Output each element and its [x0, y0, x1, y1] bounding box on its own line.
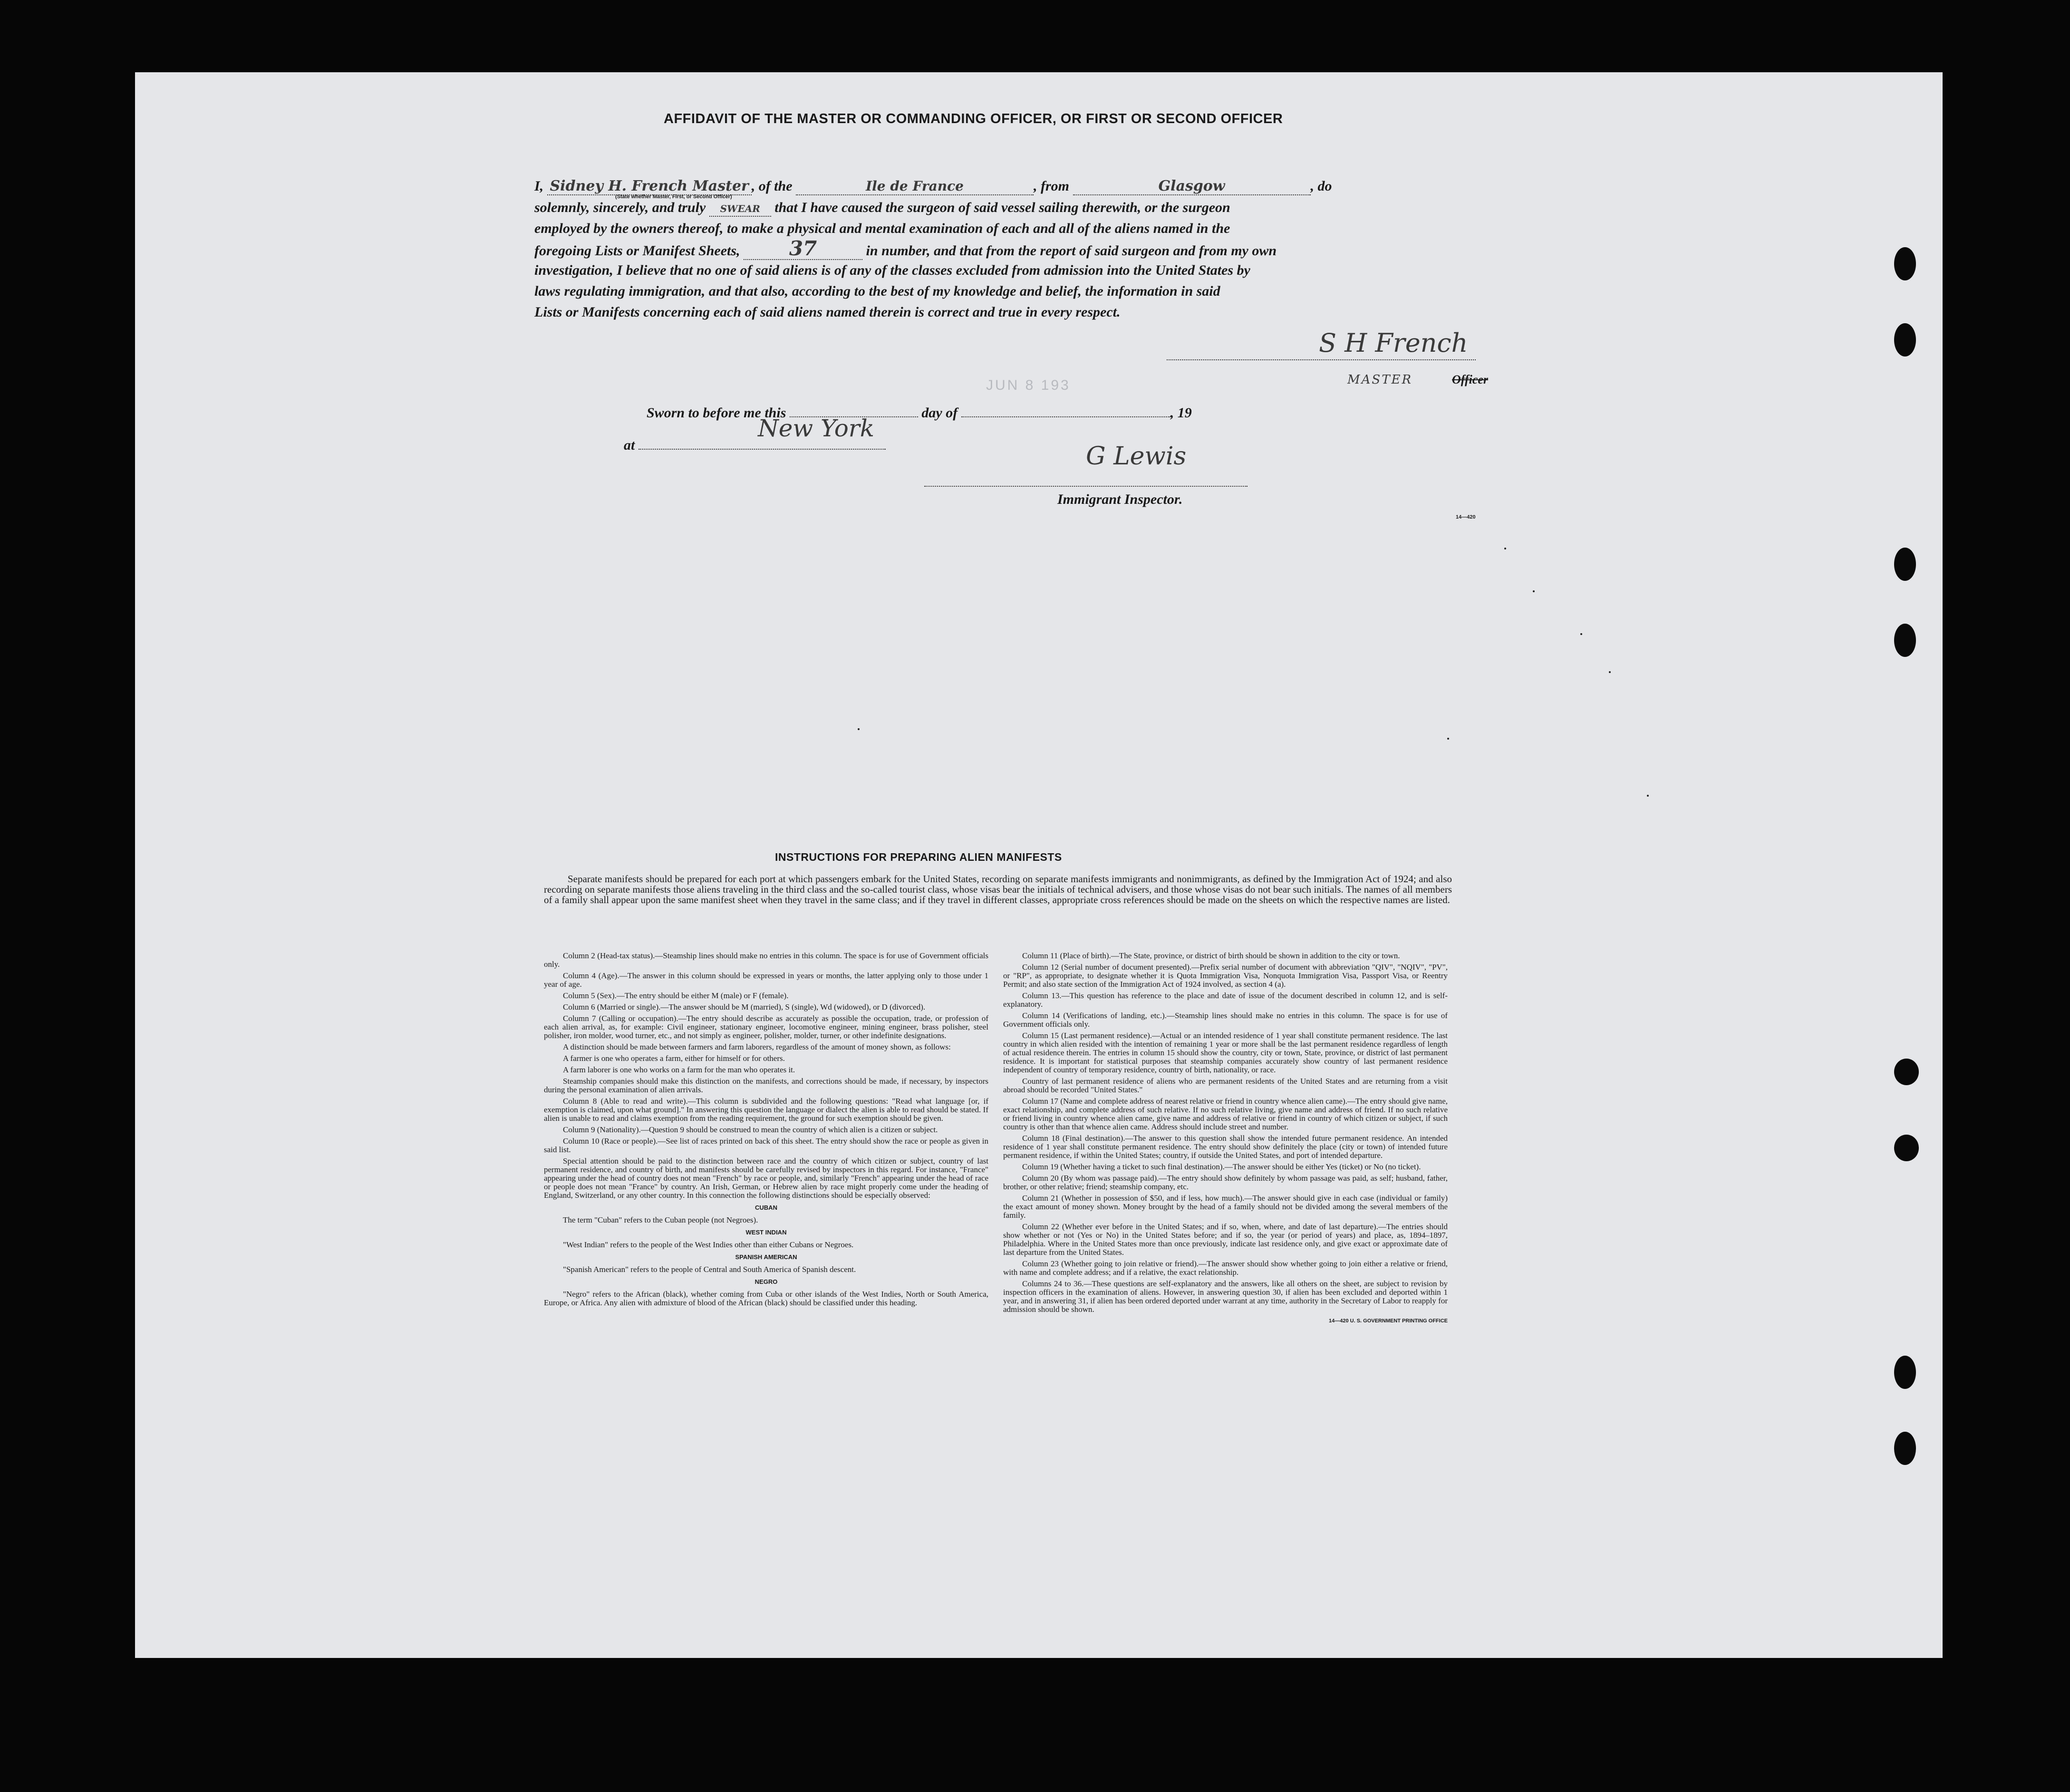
negro-heading: NEGRO — [754, 1278, 778, 1285]
left-para: Column 10 (Race or people).—See list of races printed on back of this sheet. The entry should show the race or people as given in said list. — [544, 1137, 988, 1154]
scan-speck — [1504, 548, 1506, 549]
right-para: Column 20 (By whom was passage paid).—The entry should show definitely by whom passage was paid, as self; husband, father, brother, or other relative; friend; steamship company, etc. — [1003, 1174, 1448, 1191]
officer-label: Officer — [1452, 373, 1489, 386]
right-para: Column 11 (Place of birth).—The State, province, or district of birth should be shown in addition to the city or town. — [1022, 951, 1400, 960]
handwritten-master: MASTER — [1347, 373, 1413, 387]
punch-hole — [1894, 548, 1916, 581]
left-para: Column 5 (Sex).—The entry should be either M (male) or F (female). — [563, 991, 789, 1000]
scan-speck — [1580, 633, 1582, 635]
day-of-label: day of — [921, 405, 958, 421]
right-para: Columns 24 to 36.—These questions are self-explanatory and the answers, like all others on the sheet, are subject to revision by inspection officers in the examination of aliens. However, in answering question 30, if alien has been excluded and deported within 1 year, and in answering 31, if alien has been ordered deported under warrant at any time, authority in the Secretary of Labor to reapply for admission should be shown. — [1003, 1279, 1448, 1314]
officer-rank-note: (State whether Master, First, or Second Officer) — [615, 194, 732, 200]
handwritten-sheet-count: 37 — [789, 237, 817, 260]
sworn-line — [647, 405, 1192, 421]
affidavit-line-4 — [534, 237, 1277, 260]
right-para: Column 13.—This question has reference to the place and date of issue of the document described in column 12, and is self-explanatory. — [1003, 991, 1448, 1009]
signature-line — [1167, 359, 1476, 360]
affidavit-solemnly: solemnly, sincerely, and truly — [534, 200, 706, 215]
intro-paragraph: Separate manifests should be prepared for each port at which passengers embark for the United States, recording on separate manifests immigrants and nonimmigrants, as defined by the Immigration Act of 1924; and also recording on separate manifests those aliens traveling in the third class and the so-called tourist class, whose visas bear the initials of technical advisers, and those whose visas do not bear such initials. The names of all members of a family shall appear upon the same manifest sheet when they travel in the same class; and if they travel in different classes, appropriate cross references should be made on the sheets on which the respective names are listed. — [544, 873, 1452, 906]
inspector-signature-line — [924, 486, 1248, 487]
scan-speck — [1533, 590, 1535, 592]
right-para: Column 21 (Whether in possession of $50, and if less, how much).—The answer should give in each case (individual or family) the exact amount of money shown. Money brought by the head of a family should not be divided among the several members of the family. — [1003, 1194, 1448, 1220]
handwritten-ship-name: Ile de France — [866, 178, 964, 194]
left-para: Steamship companies should make this distinction on the manifests, and corrections should be made, if necessary, by inspectors during the personal examination of alien arrivals. — [544, 1077, 988, 1094]
cuban-heading: CUBAN — [755, 1204, 777, 1211]
right-para: Column 12 (Serial number of document presented).—Prefix serial number of document with abbreviation "QIV", "NQIV", "PV", or "RP", as appropriate, to designate whether it is Quota Immigration Visa, Nonquota Immigration Visa, Passport Visa, or Reentry Permit; and also state section of the Immigration Act of 1924 involved, as section 4 (a). — [1003, 963, 1448, 989]
left-para: A farm laborer is one who works on a farm for the man who operates it. — [563, 1065, 795, 1074]
left-para: A distinction should be made between farmers and farm laborers, regardless of the amount of money shown, as follows: — [563, 1042, 951, 1051]
year-label: , 19 — [1170, 405, 1192, 421]
punch-hole — [1894, 1135, 1919, 1161]
handwritten-place: New York — [758, 414, 874, 442]
handwritten-inspector-signature: G Lewis — [1086, 442, 1187, 471]
right-para: Column 15 (Last permanent residence).—Actual or an intended residence of 1 year shall constitute permanent residence. The last country in which alien resided with the intention of remaining 1 year or more shall be the last permanent residence regardless of length of actual residence therein. The entries in column 15 should show the country, city or town, State, province, or district of last permanent residence. It is important for statistical purposes that steamship companies accurately show country of last permanent residence independent of country of temporary residence, country of birth, nationality, or race. — [1003, 1031, 1448, 1074]
printer-imprint: 14—420 U. S. GOVERNMENT PRINTING OFFICE — [1329, 1318, 1448, 1324]
affidavit-do: , do — [1310, 178, 1332, 194]
affidavit-line-3: employed by the owners thereof, to make a physical and mental examination of each and all of the aliens named in the — [534, 221, 1230, 236]
punch-hole — [1894, 1059, 1919, 1085]
instructions-title: INSTRUCTIONS FOR PREPARING ALIEN MANIFESTS — [775, 851, 1062, 863]
affidavit-line-7: Lists or Manifests concerning each of said aliens named therein is correct and true in every respect. — [534, 304, 1121, 320]
form-number: 14—420 — [1456, 514, 1476, 520]
handwritten-officer-name: Sidney H. French Master — [550, 178, 749, 194]
affidavit-i: I, — [534, 178, 544, 194]
left-para: Column 7 (Calling or occupation).—The entry should describe as accurately as possible the occupation, trade, or profession of each alien arrival, as, for example: Civil engineer, stationary engineer, locomotive engineer, mining engineer, brass polisher, steel polisher, iron molder, wood turner, etc., and not simply as engineer, polisher, molder, turner, or other indefinite designations. — [544, 1014, 988, 1040]
cuban-para: The term "Cuban" refers to the Cuban people (not Negroes). — [563, 1215, 758, 1224]
affidavit-foregoing: foregoing Lists or Manifest Sheets, — [534, 243, 740, 259]
west-indian-heading: WEST INDIAN — [745, 1229, 787, 1236]
date-stamp: JUN 8 193 — [986, 377, 1071, 393]
left-para: A farmer is one who operates a farm, either for himself or for others. — [563, 1054, 785, 1063]
handwritten-master-signature: S H French — [1319, 328, 1468, 358]
affidavit-line-6: laws regulating immigration, and that also, according to the best of my knowledge and belief, the information in said — [534, 283, 1220, 299]
affidavit-line-1 — [534, 178, 1332, 195]
left-para: Column 6 (Married or single).—The answer should be M (married), S (single), Wd (widowed), or D (divorced). — [563, 1002, 926, 1012]
affidavit-title: AFFIDAVIT OF THE MASTER OR COMMANDING OFFICER, OR FIRST OR SECOND OFFICER — [664, 111, 1283, 126]
document-page — [135, 72, 1943, 1658]
handwritten-swear: SWEAR — [720, 203, 760, 214]
punch-hole — [1894, 1356, 1916, 1389]
scan-speck — [1647, 795, 1649, 797]
handwritten-departure-port: Glasgow — [1158, 178, 1225, 194]
punch-hole — [1894, 1432, 1916, 1465]
at-label: at — [624, 437, 635, 453]
right-para: Column 14 (Verifications of landing, etc.).—Steamship lines should make no entries in this column. The space is for use of Government officials only. — [1003, 1011, 1448, 1029]
negro-para: "Negro" refers to the African (black), whether coming from Cuba or other islands of the West Indies, North or South America, Europe, or Africa. Any alien with admixture of blood of the African (black) should be classified under this heading. — [544, 1290, 988, 1307]
affidavit-line-2 — [534, 200, 1230, 217]
punch-hole — [1894, 624, 1916, 657]
right-para: Column 17 (Name and complete address of nearest relative or friend in country whence alien came).—The entry should give name, exact relationship, and complete address of such relative. If no such relative living, give name and address of friend. If no such relative or friend living in country whence alien came, give name and address of relative or friend in country of which citizen or subject, if such country is other than that whence alien came. Address should include street and number. — [1003, 1097, 1448, 1131]
scan-speck — [1609, 671, 1611, 673]
instructions-right-column — [1003, 952, 1448, 1325]
left-para: Column 8 (Able to read and write).—This column is subdivided and the following questions: "Read what language [or, if exemption is claimed, upon what ground]." In answering this question the language or dialect the alien is able to read should be stated. If alien is unable to read and claims exemption from the reading requirement, the ground for such exemption should be given. — [544, 1097, 988, 1123]
instructions-left-column — [544, 952, 988, 1310]
west-indian-para: "West Indian" refers to the people of the West Indies other than either Cubans or Negroes. — [563, 1240, 854, 1249]
left-para: Column 2 (Head-tax status).—Steamship lines should make no entries in this column. The space is for use of Government officials only. — [544, 951, 988, 969]
instructions-intro — [544, 874, 1452, 905]
left-para: Special attention should be paid to the distinction between race and the country of which citizen or subject, country of last permanent residence, and country of birth, and manifests should be carefully revised by inspectors in this regard. For instance, "France" appearing under the head of country does not mean "French" by race or people, and, similarly "French" appearing under the head of race or people does not mean "France" by country. An Irish, German, or Hebrew alien by race might properly come under the heading of England, Switzerland, or any other country. In this connection the following distinctions should be especially observed: — [544, 1156, 988, 1200]
affidavit-from: , from — [1034, 178, 1070, 194]
right-para: Column 22 (Whether ever before in the United States; and if so, when, where, and date of last departure).—The entries should show whether or not (Yes or No) in the United States before; and if so, the year (or period of years) and place, as, 1894–1897, Philadelphia. Where in the United States more than once previously, indicate last residence only, and give exact or approximate date of last departure from the United States. — [1003, 1222, 1448, 1257]
affidavit-line-5: investigation, I believe that no one of said aliens is of any of the classes excluded from admission into the United States by — [534, 262, 1250, 278]
affidavit-of-the: , of the — [751, 178, 793, 194]
affidavit-in-number: in number, and that from the report of said surgeon and from my own — [866, 243, 1277, 259]
spanish-american-heading: SPANISH AMERICAN — [735, 1253, 797, 1261]
affidavit-surgeon-text: that I have caused the surgeon of said vessel sailing therewith, or the surgeon — [774, 200, 1230, 215]
sworn-label: Sworn to before me this — [647, 405, 786, 421]
punch-hole — [1894, 323, 1916, 356]
scan-speck — [1447, 738, 1449, 740]
left-para: Column 9 (Nationality).—Question 9 should be construed to mean the country of which alien is a citizen or subject. — [563, 1125, 938, 1134]
right-para: Country of last permanent residence of aliens who are permanent residents of the United States and are returning from a visit abroad should be recorded "United States." — [1003, 1077, 1448, 1094]
punch-hole — [1894, 247, 1916, 280]
inspector-label: Immigrant Inspector. — [1057, 491, 1183, 507]
right-para: Column 23 (Whether going to join relative or friend).—The answer should show whether going to join either a relative or friend, with name and complete address; and if a relative, the exact relationship. — [1003, 1259, 1448, 1277]
right-para: Column 18 (Final destination).—The answer to this question shall show the intended future permanent residence. An intended residence of 1 year shall constitute permanent residence. The entry should show definitely the place (city or town) of intended future permanent residence, if within the United States; country, if outside the United States, and port of intended departure. — [1003, 1134, 1448, 1160]
right-para: Column 19 (Whether having a ticket to such final destination).—The answer should be either Yes (ticket) or No (no ticket). — [1022, 1162, 1421, 1171]
scan-speck — [858, 728, 860, 730]
spanish-american-para: "Spanish American" refers to the people of Central and South America of Spanish descent. — [563, 1265, 856, 1274]
left-para: Column 4 (Age).—The answer in this column should be expressed in years or months, the latter applying only to those under 1 year of age. — [544, 971, 988, 989]
